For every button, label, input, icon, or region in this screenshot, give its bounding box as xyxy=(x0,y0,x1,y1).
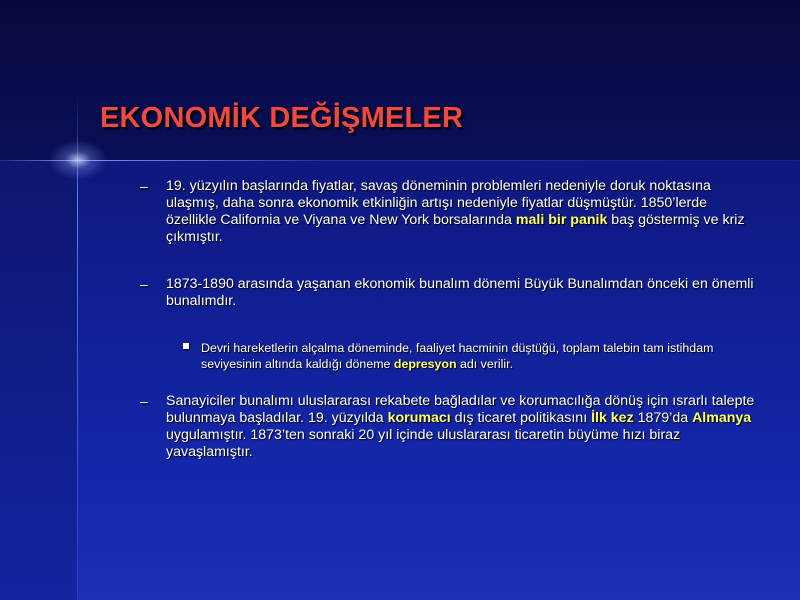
highlight-ilk-kez: İlk kez xyxy=(591,410,634,426)
bullet-1-text-b: baş göstermiş ve kriz çıkmıştır. xyxy=(166,212,745,245)
bullet-point-3 xyxy=(166,393,756,461)
bullet-dash-3: – xyxy=(140,393,148,409)
bullet-point-1 xyxy=(166,178,756,246)
bullet-1-text-a: 19. yüzyılın başlarında fiyatlar, savaş döneminin problemleri nedeniyle doruk noktasına ulaşmış, daha sonra ekonomik etkinliğin artışı nedeniyle fiyatlar düşmüştür. 1850’lerde özellikle California ve Viyana ve New York borsalarında xyxy=(166,178,711,228)
bullet-3-text-d: uygulamıştır. 1873’ten sonraki 20 yıl içinde uluslararası ticaretin büyüme hızı biraz yavaşlamıştır. xyxy=(166,427,681,460)
bullet-dash-2: – xyxy=(140,276,148,292)
bullet-dash-1: – xyxy=(140,178,148,194)
square-bullet-icon xyxy=(183,343,189,349)
bullet-2-text: 1873-1890 arasında yaşanan ekonomik bunalım dönemi Büyük Bunalımdan önceki en önemli bunalımdır. xyxy=(166,276,754,309)
bullet-3-text-c: 1879’da xyxy=(633,410,693,426)
sub-bullet-text-a: Devri hareketlerin alçalma döneminde, faaliyet hacminin düştüğü, toplam talebin tam istihdam seviyesinin altında kaldığı döneme xyxy=(201,341,714,371)
bullet-3-text-b: dış ticaret politikasını xyxy=(450,410,592,426)
slide-title: EKONOMİK DEĞİŞMELER xyxy=(100,102,464,134)
highlight-mali-bir-panik: mali bir panik xyxy=(515,212,608,228)
sub-bullet-text-b: adı verilir. xyxy=(456,357,514,371)
highlight-depresyon: depresyon xyxy=(393,357,457,371)
highlight-almanya: Almanya xyxy=(692,410,752,426)
bullet-point-2 xyxy=(166,276,756,310)
bullet-3-text-a: Sanayiciler bunalımı uluslararası rekabete bağladılar ve korumacılığa dönüş için ısrarlı talepte bulunmaya başladılar. 19. yüzyılda xyxy=(166,393,755,426)
sub-bullet-point xyxy=(201,340,761,372)
highlight-korumaci: korumacı xyxy=(387,410,451,426)
